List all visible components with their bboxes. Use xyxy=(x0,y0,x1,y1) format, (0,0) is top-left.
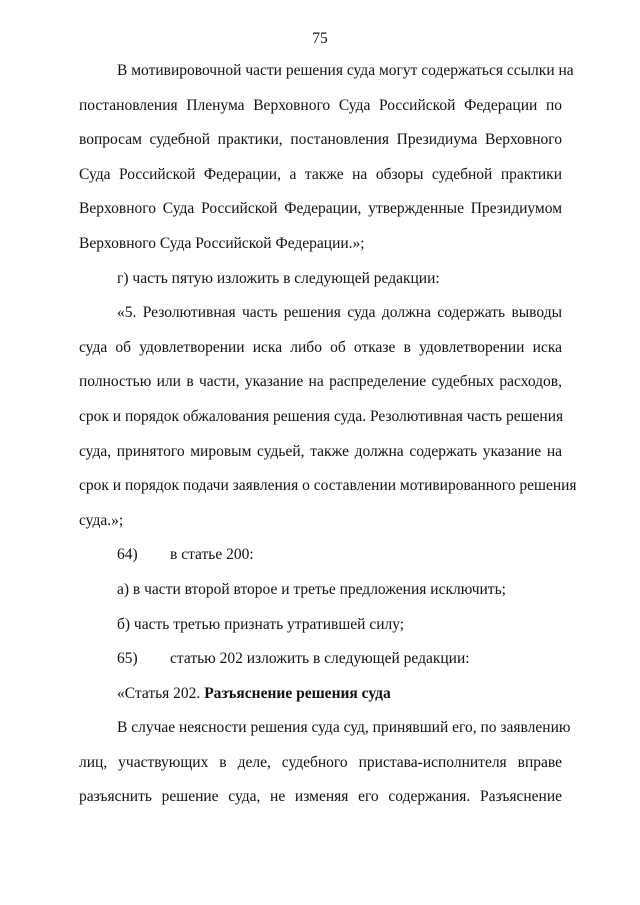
text-line: срок и порядок подачи заявления о составлении мотивированного решения xyxy=(79,477,577,495)
text-line: «5. Резолютивная часть решения суда должна содержать выводы xyxy=(117,304,562,322)
text-line: суда.»; xyxy=(79,511,124,529)
item-number: 64) xyxy=(117,546,138,564)
article-prefix: «Статья 202. xyxy=(117,684,205,702)
sub-item-64-b: б) часть третью признать утратившей силу; xyxy=(117,615,405,633)
text-line: суда об удовлетворении иска либо об отказе в удовлетворении иска xyxy=(79,338,562,356)
text-line: постановления Пленума Верховного Суда Российской Федерации по xyxy=(79,96,562,114)
text-line: вопросам судебной практики, постановления Президиума Верховного xyxy=(79,131,562,149)
document-body xyxy=(79,54,577,815)
text-line: г) часть пятую изложить в следующей редакции: xyxy=(117,269,440,287)
text-line: В случае неясности решения суда суд, принявший его, по заявлению xyxy=(117,719,571,737)
text-line: В мотивировочной части решения суда могут содержаться ссылки на xyxy=(117,62,574,79)
text-line: суда, принятого мировым судьей, также должна содержать указание на xyxy=(79,442,562,460)
text-line: разъяснить решение суда, не изменяя его содержания. Разъяснение xyxy=(79,788,562,806)
item-text: статью 202 изложить в следующей редакции: xyxy=(170,650,470,668)
text-line: Верховного Суда Российской Федерации, утвержденные Президиумом xyxy=(79,200,562,218)
item-text: в статье 200: xyxy=(170,546,254,564)
article-heading xyxy=(79,677,562,712)
text-line: лиц, участвующих в деле, судебного пристава-исполнителя вправе xyxy=(79,753,562,771)
sub-item-64-a: а) в части второй второе и третье предложения исключить; xyxy=(117,580,506,598)
item-number: 65) xyxy=(117,650,138,668)
text-line: срок и порядок обжалования решения суда. Резолютивная часть решения xyxy=(79,407,564,425)
text-line: Суда Российской Федерации, а также на обзоры судебной практики xyxy=(79,165,562,183)
list-item-65 xyxy=(79,642,562,677)
page-number: 75 xyxy=(312,30,328,47)
list-item-64 xyxy=(79,538,562,573)
text-line: Верховного Суда Российской Федерации.»; xyxy=(79,234,365,252)
article-title: Разъяснение решения суда xyxy=(204,684,391,702)
text-line: полностью или в части, указание на распределение судебных расходов, xyxy=(79,373,562,391)
